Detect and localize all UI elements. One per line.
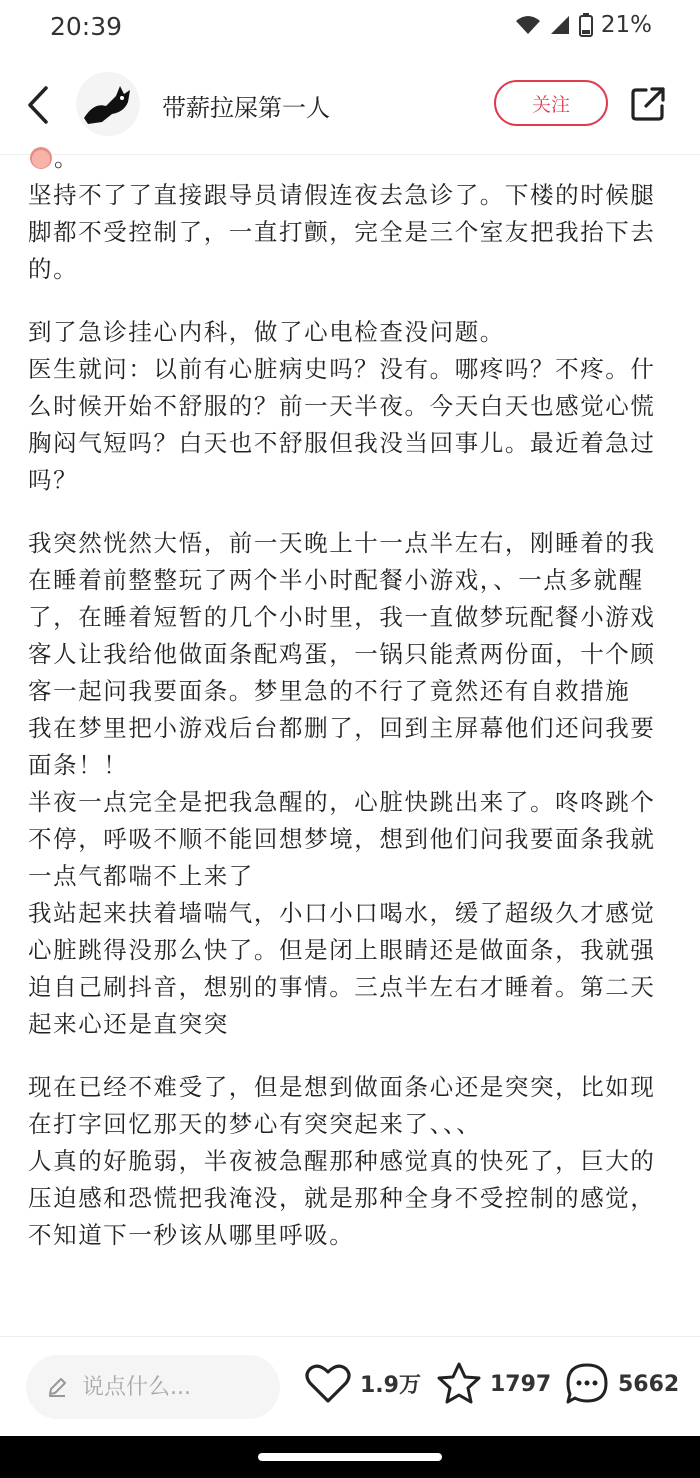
- comment-input[interactable]: [80, 1374, 254, 1401]
- status-time: 20:39: [50, 12, 123, 41]
- favorite-count: 1797: [490, 1371, 552, 1397]
- cat-avatar-image: [76, 72, 140, 136]
- pencil-icon: [46, 1376, 68, 1398]
- home-indicator[interactable]: [258, 1453, 442, 1461]
- post-content: [28, 140, 678, 1280]
- paragraph-3: 我突然恍然大悟，前一天晚上十一点半左右，刚睡着的我在睡着前整整玩了两个半小时配餐小游戏，、一点多就醒了，在睡着短暂的几个小时里，我一直做梦玩配餐小游戏 客人让我给他做面条配鸡蛋，一锅只能煮两份面，十个顾客一起问我要面条。梦里急的不行了竟然还有自救措施 我在梦里把小游戏后台都删了，回到主屏幕他们还问我要面条！！ 半夜一点完全是把我急醒的，心脏快跳出来了。咚咚跳个不停，呼吸不顺不能回想梦境，想到他们问我要面条我就一点气都喘不上来了 我站起来扶着墙喘气，小口小口喝水，缓了超级久才感觉心脏跳得没那么快了。但是闭上眼睛还是做面条，我就强迫自己刷抖音，想别的事情。三点半左右才睡着。第二天起来心还是直突突: [28, 529, 656, 1038]
- bottom-action-bar: [0, 1336, 700, 1437]
- paragraph-1-text: 。 坚持不了了直接跟导员请假连夜去急诊了。下楼的时候腿脚都不受控制了，一直打颤，完全是三个室友把我抬下去的。: [28, 144, 656, 283]
- star-icon: [436, 1361, 482, 1407]
- author-name[interactable]: 带薪拉屎第一人: [162, 94, 330, 122]
- status-icons: [515, 12, 652, 38]
- comment-bubble-icon: [564, 1361, 610, 1407]
- comment-button[interactable]: [564, 1361, 679, 1407]
- follow-button[interactable]: 关注: [494, 80, 608, 126]
- battery-icon: [579, 13, 593, 37]
- paragraph-2: 到了急诊挂心内科，做了心电检查没问题。 医生就问：以前有心脏病史吗？没有。哪疼吗？不疼。什么时候开始不舒服的？前一天半夜。今天白天也感觉心慌胸闷气短吗？白天也不舒服但我没当回事儿。最近着急过吗？: [28, 318, 656, 494]
- heart-icon: [304, 1361, 352, 1405]
- favorite-button[interactable]: [436, 1361, 551, 1407]
- paragraph-4: 现在已经不难受了，但是想到做面条心还是突突，比如现在打字回忆那天的梦心有突突起来了、、、 人真的好脆弱，半夜被急醒那种感觉真的快死了，巨大的压迫感和恐慌把我淹没，就是那种全身不受控制的感觉，不知道下一秒该从哪里呼吸。: [28, 1073, 656, 1249]
- comment-count: 5662: [618, 1371, 680, 1397]
- system-nav-bar: [0, 1436, 700, 1478]
- status-bar: [0, 0, 700, 56]
- author-avatar[interactable]: [76, 72, 140, 136]
- comment-input-box[interactable]: [26, 1355, 280, 1419]
- share-icon: [628, 84, 668, 124]
- battery-percent: 21%: [600, 12, 652, 38]
- wifi-icon: [515, 14, 541, 36]
- back-arrow-icon: [18, 82, 58, 128]
- share-button[interactable]: [628, 84, 668, 124]
- like-count: 1.9万: [360, 1372, 421, 1398]
- paragraph-1: [28, 140, 678, 288]
- like-button[interactable]: [304, 1361, 421, 1405]
- signal-icon: [549, 14, 571, 36]
- pig-emoji-icon: [30, 147, 52, 169]
- back-button[interactable]: [18, 82, 58, 128]
